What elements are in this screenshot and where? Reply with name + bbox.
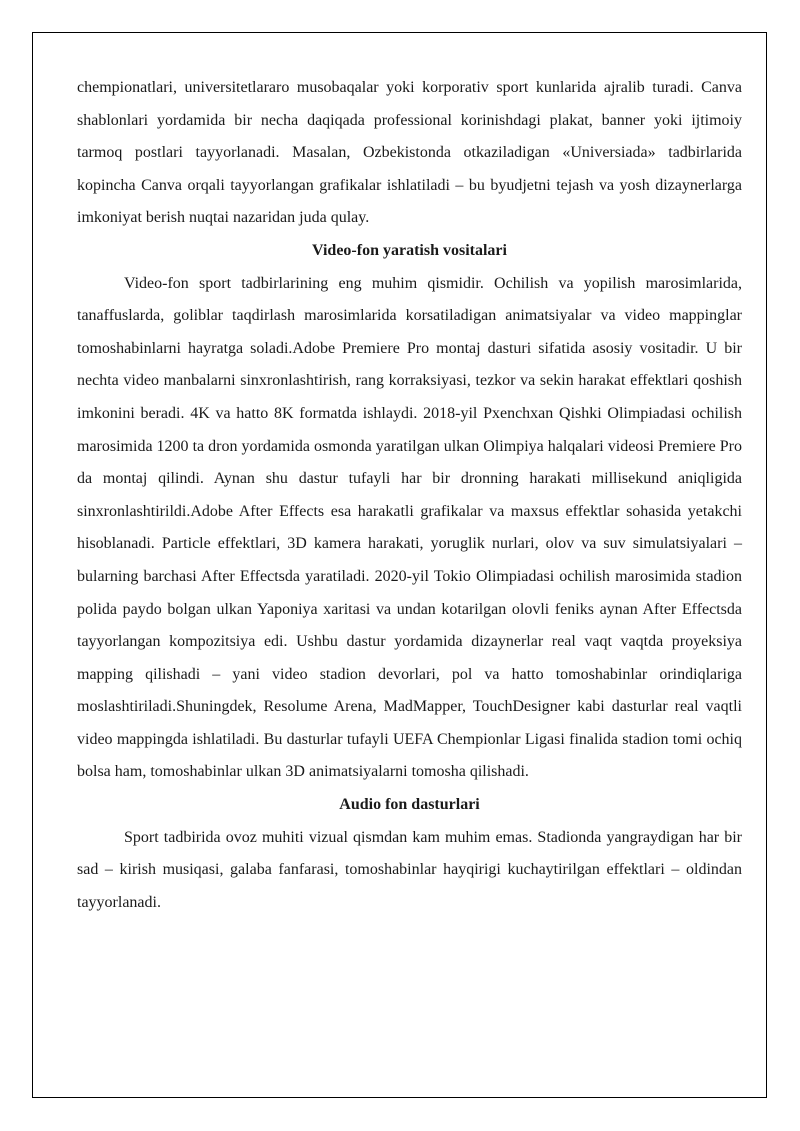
paragraph-canva-usage: chempionatlari, universitetlararo musobaqalar yoki korporativ sport kunlarida ajralib turadi. Canva shablonlari yordamida bir necha daqiqada professional korinishdagi plakat, banner yoki ijtimoiy tarmoq postlari tayyorlanadi. Masalan, Ozbekistonda otkaziladigan «Universiada» tadbirlarida kopincha Canva orqali tayyorlangan grafikalar ishlatiladi – bu byudjetni tejash va yosh dizaynerlarga imkoniyat berish nuqtai nazaridan juda qulay. — [77, 79, 742, 227]
paragraph-video-background: Video-fon sport tadbirlarining eng muhim qismidir. Ochilish va yopilish marosimlarida, tanaffuslarda, goliblar taqdirlash marosimlarida korsatiladigan animatsiyalar va video mappinglar tomoshabinlarni hayratga soladi.Adobe Premiere Pro montaj dasturi sifatida asosiy vositadir. U bir nechta video manbalarni sinxronlashtirish, rang korraksiyasi, tezkor va sekin harakat effektlari qoshish imkonini beradi. 4K va hatto 8K formatda ishlaydi. 2018-yil Pxenchxan Qishki Olimpiadasi ochilish marosimida 1200 ta dron yordamida osmonda yaratilgan ulkan Olimpiya halqalari videosi Premiere Pro da montaj qilindi. Aynan shu dastur tufayli har bir dronning harakati millisekund aniqligida sinxronlashtirildi.Adobe After Effects esa harakatli grafikalar va maxsus effektlar sohasida yetakchi hisoblanadi. Particle effektlari, 3D kamera harakati, yoruglik nurlari, olov va suv simulatsiyalari – bularning barchasi After Effectsda yaratiladi. 2020-yil Tokio Olimpiadasi ochilish marosimida stadion polida paydo bolgan ulkan Yaponiya xaritasi va undan kotarilgan olovli feniks aynan After Effectsda tayyorlangan kompozitsiya edi. Ushbu dastur yordamida dizaynerlar real vaqt vaqtda proyeksiya mapping qilishadi – yani video stadion devorlari, pol va hatto tomoshabinlar orindiqlariga moslashtiriladi.Shuningdek, Resolume Arena, MadMapper, TouchDesigner kabi dasturlar real vaqtli video mappingda ishlatiladi. Bu dasturlar tufayli UEFA Chempionlar Ligasi finalida stadion tomi ochiq bolsa ham, tomoshabinlar ulkan 3D animatsiyalarni tomosha qilishadi. — [77, 274, 742, 781]
paragraph-audio-background: Sport tadbirida ovoz muhiti vizual qismdan kam muhim emas. Stadionda yangraydigan har bir sad – kirish musiqasi, galaba fanfarasi, tomoshabinlar hayqirigi kuchaytirilgan effektlari – oldindan tayyorlanadi. — [77, 828, 742, 911]
heading-video-background-tools: Video-fon yaratish vositalari — [312, 241, 507, 259]
document-body — [77, 72, 742, 919]
heading-audio-background-programs: Audio fon dasturlari — [339, 796, 480, 814]
